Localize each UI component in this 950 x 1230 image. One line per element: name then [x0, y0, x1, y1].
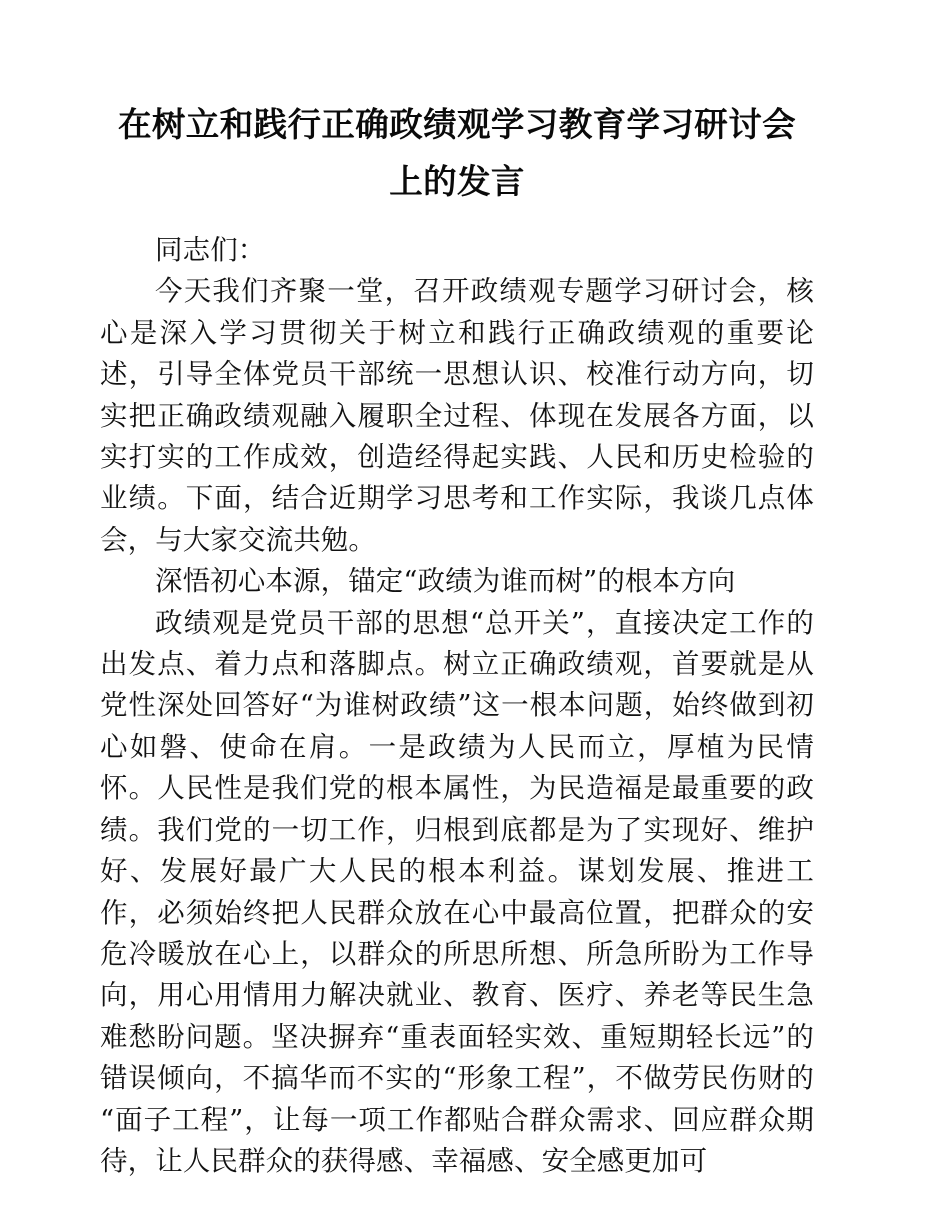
paragraph-opening: 今天我们齐聚一堂，召开政绩观专题学习研讨会，核心是深入学习贯彻关于树立和践行正确政绩观的重要论述，引导全体党员干部统一思想认识、校准行动方向，切实把正确政绩观融入履职全过程、体现在发展各方面，以实打实的工作成效，创造经得起实践、人民和历史检验的业绩。下面，结合近期学习思考和工作实际，我谈几点体会，与大家交流共勉。 — [100, 275, 814, 556]
page-title — [100, 0, 814, 211]
page-title-line-1: 在树立和践行正确政绩观学习教育学习研讨会 — [118, 107, 796, 144]
paragraph-section-1-body: 政绩观是党员干部的思想“总开关”，直接决定工作的出发点、着力点和落脚点。树立正确政绩观，首要就是从党性深处回答好“为谁树政绩”这一根本问题，始终做到初心如磐、使命在肩。一是政绩为人民而立，厚植为民情怀。人民性是我们党的根本属性，为民造福是最重要的政绩。我们党的一切工作，归根到底都是为了实现好、维护好、发展好最广大人民的根本利益。谋划发展、推进工作，必须始终把人民群众放在心中最高位置，把群众的安危冷暖放在心上，以群众的所思所想、所急所盼为工作导向，用心用情用力解决就业、教育、医疗、养老等民生急难愁盼问题。坚决摒弃“重表面轻实效、重短期轻长远”的错误倾向，不搞华而不实的“形象工程”，不做劳民伤财的“面子工程”，让每一项工作都贴合群众需求、回应群众期待，让人民群众的获得感、幸福感、安全感更加可 — [100, 606, 814, 1177]
section-heading-1: 深悟初心本源，锚定“政绩为谁而树”的根本方向 — [155, 565, 736, 598]
page-content-area — [100, 0, 814, 1182]
salutation-line: 同志们： — [155, 234, 266, 266]
page-title-line-2: 上的发言 — [389, 164, 525, 201]
document-body — [100, 211, 814, 1182]
